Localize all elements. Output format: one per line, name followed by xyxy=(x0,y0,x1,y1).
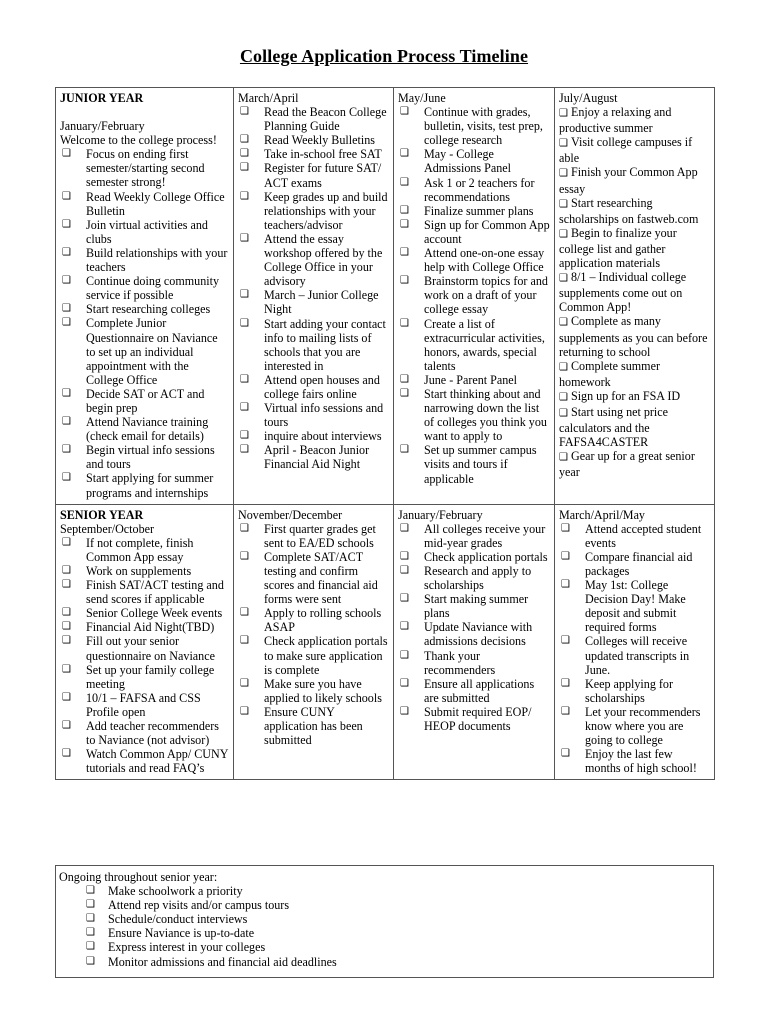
checklist-item xyxy=(559,105,710,135)
checklist-item xyxy=(398,176,550,204)
checklist-item xyxy=(559,550,710,578)
checklist-item-text: Brainstorm topics for and work on a draft of your college essay xyxy=(424,274,548,317)
checklist-item xyxy=(559,705,710,747)
senior-jan-feb-heading: January/February xyxy=(398,507,483,522)
checklist-item xyxy=(398,564,550,592)
checklist-item-text: inquire about interviews xyxy=(264,429,382,444)
checklist-item-text: Create a list of extracurricular activities, honors, awards, special talents xyxy=(424,316,545,373)
checkbox-icon: ❑ xyxy=(240,289,249,301)
checklist-item-text: Make sure you have applied to likely schools xyxy=(264,676,382,705)
checklist-item xyxy=(398,105,550,147)
checkbox-icon: ❑ xyxy=(400,373,409,385)
checklist-item-text: Complete SAT/ACT testing and confirm scores and financial aid forms were sent xyxy=(264,549,378,607)
checkbox-icon: ❑ xyxy=(86,955,95,967)
checklist-item-text: Set up your family college meeting xyxy=(86,662,215,691)
checkbox-icon: ❑ xyxy=(561,748,570,760)
checklist-item-text: Attend one-on-one essay help with College Office xyxy=(424,246,545,275)
checkbox-icon: ❑ xyxy=(62,565,71,576)
checkbox-icon: ❑ xyxy=(62,635,71,647)
checklist-item xyxy=(238,190,389,232)
checkbox-icon: ❑ xyxy=(240,148,249,160)
checklist-item-text: Continue doing community service if possible xyxy=(86,274,220,303)
checklist-item xyxy=(559,270,710,314)
checklist-item xyxy=(59,940,710,954)
checklist-item-text: Fill out your senior questionnaire on Naviance xyxy=(86,634,215,663)
checklist-item xyxy=(60,634,229,662)
checklist-item xyxy=(398,387,550,443)
checklist-item-text: Attend accepted student events xyxy=(585,521,702,550)
checklist-item xyxy=(398,649,550,677)
checkbox-icon: ❑ xyxy=(400,218,409,230)
checklist-item-text: Attend rep visits and/or campus tours xyxy=(108,898,290,913)
checkbox-icon: ❑ xyxy=(400,444,409,456)
checklist-item-text: Ensure Naviance is up-to-date xyxy=(108,926,255,941)
checkbox-icon: ❑ xyxy=(62,246,71,258)
checklist-item xyxy=(398,522,550,550)
checklist-item xyxy=(238,133,389,147)
checklist-item xyxy=(398,620,550,648)
checklist-item xyxy=(238,317,389,373)
checkbox-icon: ❑ xyxy=(400,705,409,717)
checkbox-icon: ❑ xyxy=(400,522,409,534)
checklist-item-text: If not complete, finish Common App essay xyxy=(86,535,194,564)
checklist-item-text: Finish SAT/ACT testing and send scores if applicable xyxy=(86,578,224,607)
checklist-item-text: Let your recommenders know where you are going to college xyxy=(585,704,701,748)
checklist-item xyxy=(60,536,229,564)
checkbox-icon: ❑ xyxy=(240,402,249,414)
checkbox-icon: ❑ xyxy=(400,106,409,118)
checkbox-icon: ❑ xyxy=(240,106,249,118)
checkbox-icon: ❑ xyxy=(561,635,570,647)
checklist-item xyxy=(398,373,550,387)
checklist-item xyxy=(60,190,229,218)
checkbox-icon: ❑ xyxy=(559,138,568,150)
checkbox-icon: ❑ xyxy=(240,705,249,717)
checklist-item-text: Start using net price calculators and the FAFSA4CASTER xyxy=(559,404,669,450)
senior-year-row xyxy=(56,504,715,780)
checkbox-icon: ❑ xyxy=(559,228,568,240)
checkbox-icon: ❑ xyxy=(86,899,95,911)
senior-mar-may-list xyxy=(559,522,710,776)
checklist-item xyxy=(559,747,710,775)
checkbox-icon: ❑ xyxy=(559,391,568,403)
checklist-item-text: Enjoy a relaxing and productive summer xyxy=(559,105,672,136)
checklist-item-text: Update Naviance with admissions decisions xyxy=(424,620,533,649)
checklist-item-text: Set up summer campus visits and tours if applicable xyxy=(424,443,537,486)
checkbox-icon: ❑ xyxy=(240,635,249,647)
checklist-item-text: Attend open houses and college fairs online xyxy=(264,372,380,401)
checklist-item xyxy=(398,592,550,620)
checkbox-icon: ❑ xyxy=(62,387,71,399)
checklist-item xyxy=(559,135,710,165)
checkbox-icon: ❑ xyxy=(561,550,570,562)
checklist-item xyxy=(238,105,389,133)
checklist-item xyxy=(238,161,389,189)
checkbox-icon: ❑ xyxy=(400,176,409,188)
checklist-item xyxy=(238,147,389,161)
checklist-item-text: Focus on ending first semester/starting second semester strong! xyxy=(86,147,205,190)
checklist-item xyxy=(60,218,229,246)
checklist-item xyxy=(559,449,710,479)
checkbox-icon: ❑ xyxy=(400,275,409,287)
ongoing-box xyxy=(55,865,714,978)
checklist-item-text: Senior College Week events xyxy=(86,606,223,621)
checklist-item xyxy=(60,274,229,302)
checklist-item xyxy=(398,274,550,316)
checklist-item xyxy=(60,691,229,719)
checkbox-icon: ❑ xyxy=(400,593,409,605)
checklist-item-text: Enjoy the last few months of high school! xyxy=(585,747,697,776)
checkbox-icon: ❑ xyxy=(62,621,71,633)
checklist-item xyxy=(559,359,710,389)
checklist-item xyxy=(60,663,229,691)
checklist-item-text: Read Weekly Bulletins xyxy=(264,133,375,148)
checkbox-icon: ❑ xyxy=(62,720,71,732)
checklist-item xyxy=(238,429,389,443)
checklist-item xyxy=(238,705,389,747)
checklist-item xyxy=(238,232,389,288)
checkbox-icon: ❑ xyxy=(62,663,71,675)
junior-jul-aug-cell xyxy=(555,88,715,505)
checklist-item xyxy=(59,898,710,912)
checklist-item-text: June - Parent Panel xyxy=(424,372,518,387)
checkbox-icon: ❑ xyxy=(240,444,249,456)
checkbox-icon: ❑ xyxy=(240,162,249,174)
checklist-item-text: All colleges receive your mid-year grades xyxy=(424,521,546,550)
checklist-item xyxy=(398,550,550,564)
checklist-item xyxy=(238,522,389,550)
checklist-item-text: Keep applying for scholarships xyxy=(585,676,673,705)
checkbox-icon: ❑ xyxy=(559,108,568,120)
checkbox-icon: ❑ xyxy=(559,168,568,180)
checkbox-icon: ❑ xyxy=(240,134,249,146)
checklist-item-text: Gear up for a great senior year xyxy=(559,449,695,480)
checkbox-icon: ❑ xyxy=(62,607,71,619)
checklist-item-text: Visit college campuses if able xyxy=(559,135,693,166)
senior-nov-dec-cell xyxy=(234,504,394,780)
page-title: College Application Process Timeline xyxy=(239,46,529,66)
checklist-item xyxy=(238,401,389,429)
checklist-item-text: Compare financial aid packages xyxy=(585,549,693,578)
checklist-item-text: Start researching scholarships on fastweb.com xyxy=(559,195,699,226)
checkbox-icon: ❑ xyxy=(400,317,409,329)
checklist-item xyxy=(60,387,229,415)
checklist-item-text: First quarter grades get sent to EA/ED schools xyxy=(264,521,376,550)
checklist-item-text: Attend the essay workshop offered by the College Office in your advisory xyxy=(264,231,383,289)
checkbox-icon: ❑ xyxy=(62,691,71,703)
junior-jul-aug-heading: July/August xyxy=(559,91,618,105)
checklist-item xyxy=(398,677,550,705)
senior-jan-feb-list xyxy=(398,522,550,733)
checklist-item-text: Start researching colleges xyxy=(86,302,211,317)
checkbox-icon: ❑ xyxy=(561,705,570,717)
checklist-item xyxy=(60,564,229,578)
checklist-item xyxy=(559,522,710,550)
checklist-item-text: Sign up for an FSA ID xyxy=(570,388,681,403)
checklist-item-text: Add teacher recommenders to Naviance (not advisor) xyxy=(86,719,219,748)
checklist-item xyxy=(559,677,710,705)
checklist-item-text: Watch Common App/ CUNY tutorials and read FAQ’s xyxy=(86,747,229,776)
junior-mar-apr-heading: March/April xyxy=(238,91,299,105)
checkbox-icon: ❑ xyxy=(62,275,71,287)
checklist-item xyxy=(559,196,710,226)
junior-year-row xyxy=(56,88,715,505)
checklist-item-text: Complete Junior Questionnaire on Naviance to set up an individual appointment with the College Office xyxy=(86,316,218,387)
checklist-item xyxy=(398,246,550,274)
checklist-item-text: Financial Aid Night(TBD) xyxy=(86,620,215,635)
checklist-item-text: Complete summer homework xyxy=(559,358,660,389)
checklist-item-text: Colleges will receive updated transcripts in June. xyxy=(585,634,690,677)
checklist-item xyxy=(398,218,550,246)
checklist-item-text: Register for future SAT/ ACT exams xyxy=(264,161,382,190)
checkbox-icon: ❑ xyxy=(400,550,409,562)
checklist-item xyxy=(60,147,229,189)
checklist-item xyxy=(60,471,229,499)
junior-jul-aug-list xyxy=(559,105,710,479)
checkbox-icon: ❑ xyxy=(240,317,249,329)
checklist-item-text: Ensure CUNY application has been submitted xyxy=(264,704,363,748)
checkbox-icon: ❑ xyxy=(86,941,95,953)
checklist-item-text: Finish your Common App essay xyxy=(559,165,698,196)
senior-nov-dec-list xyxy=(238,522,389,748)
checklist-item-text: Decide SAT or ACT and begin prep xyxy=(86,386,205,415)
checklist-item xyxy=(398,204,550,218)
checklist-item xyxy=(398,705,550,733)
checklist-item xyxy=(59,912,710,926)
checklist-item xyxy=(60,578,229,606)
checklist-item-text: Take in-school free SAT xyxy=(264,147,382,162)
checkbox-icon: ❑ xyxy=(62,148,71,160)
checkbox-icon: ❑ xyxy=(62,536,71,548)
checklist-item-text: May 1st: College Decision Day! Make deposit and submit required forms xyxy=(585,578,686,635)
checklist-item-text: Research and apply to scholarships xyxy=(424,564,532,593)
checklist-item-text: Ensure all applications are submitted xyxy=(424,676,535,705)
checklist-item-text: Begin to finalize your college list and gather application materials xyxy=(559,225,677,271)
checklist-item xyxy=(238,288,389,316)
checkbox-icon: ❑ xyxy=(400,677,409,689)
checklist-item xyxy=(60,443,229,471)
checklist-item-text: 8/1 – Individual college supplements come out on Common App! xyxy=(559,270,687,315)
checklist-item xyxy=(238,634,389,676)
checklist-item xyxy=(238,606,389,634)
senior-year-heading: SENIOR YEAR xyxy=(60,507,144,522)
checkbox-icon: ❑ xyxy=(62,748,71,760)
checkbox-icon: ❑ xyxy=(561,522,570,534)
checklist-item xyxy=(559,405,710,449)
senior-mar-may-heading: March/April/May xyxy=(559,507,645,522)
checklist-item-text: Monitor admissions and financial aid deadlines xyxy=(108,954,337,969)
junior-mar-apr-cell xyxy=(234,88,394,505)
checkbox-icon: ❑ xyxy=(559,407,568,419)
checkbox-icon: ❑ xyxy=(62,444,71,456)
checklist-item xyxy=(59,884,710,898)
checkbox-icon: ❑ xyxy=(400,148,409,160)
checklist-item-text: Start applying for summer programs and internships xyxy=(86,471,214,500)
senior-sep-oct-list xyxy=(60,536,229,776)
checklist-item-text: Thank your recommenders xyxy=(424,648,496,677)
checkbox-icon: ❑ xyxy=(62,472,71,484)
checklist-item-text: Express interest in your colleges xyxy=(108,940,266,955)
checklist-item-text: Join virtual activities and clubs xyxy=(86,217,208,246)
checkbox-icon: ❑ xyxy=(400,387,409,399)
checklist-item xyxy=(60,747,229,775)
checklist-item xyxy=(60,302,229,316)
checkbox-icon: ❑ xyxy=(240,373,249,385)
checklist-item-text: Virtual info sessions and tours xyxy=(264,401,384,430)
checkbox-icon: ❑ xyxy=(240,550,249,562)
junior-jan-feb-cell xyxy=(56,88,234,505)
checkbox-icon: ❑ xyxy=(559,198,568,210)
checklist-item xyxy=(559,314,710,358)
checklist-item xyxy=(559,226,710,270)
checklist-item-text: Start adding your contact info to mailing lists of schools that you are interested in xyxy=(264,316,386,373)
checklist-item xyxy=(59,955,710,969)
checklist-item xyxy=(59,926,710,940)
junior-may-jun-list xyxy=(398,105,550,486)
checklist-item xyxy=(60,620,229,634)
checkbox-icon: ❑ xyxy=(240,190,249,202)
checkbox-icon: ❑ xyxy=(62,218,71,230)
junior-intro-text: Welcome to the college process! xyxy=(60,133,217,148)
checklist-item xyxy=(60,246,229,274)
checklist-item xyxy=(398,443,550,485)
checklist-item-text: Keep grades up and build relationships with your teachers/advisor xyxy=(264,189,388,232)
checklist-item-text: Build relationships with your teachers xyxy=(86,245,228,275)
checklist-item-text: Attend Naviance training (check email for details) xyxy=(86,415,209,444)
senior-mar-may-cell xyxy=(555,504,715,780)
checkbox-icon: ❑ xyxy=(240,522,249,534)
checkbox-icon: ❑ xyxy=(86,913,95,925)
junior-may-jun-heading: May/June xyxy=(398,91,446,105)
checklist-item xyxy=(60,415,229,443)
checkbox-icon: ❑ xyxy=(86,927,95,939)
junior-jan-feb-list xyxy=(60,147,229,499)
junior-may-jun-cell xyxy=(394,88,555,505)
senior-sep-oct-heading: September/October xyxy=(60,521,155,536)
checkbox-icon: ❑ xyxy=(86,885,95,897)
checklist-item-text: Read the Beacon College Planning Guide xyxy=(264,105,387,134)
checkbox-icon: ❑ xyxy=(62,416,71,428)
checklist-item xyxy=(559,634,710,676)
senior-jan-feb-cell xyxy=(394,504,555,780)
checklist-item-text: Continue with grades, bulletin, visits, test prep, college research xyxy=(424,105,543,148)
timeline-table xyxy=(55,87,715,780)
checkbox-icon: ❑ xyxy=(62,190,71,202)
checklist-item-text: 10/1 – FAFSA and CSS Profile open xyxy=(86,690,201,719)
ongoing-heading: Ongoing throughout senior year: xyxy=(59,870,218,884)
checkbox-icon: ❑ xyxy=(400,204,409,216)
ongoing-list xyxy=(59,884,710,969)
checklist-item xyxy=(559,578,710,634)
checklist-item-text: Apply to rolling schools ASAP xyxy=(264,606,382,635)
checklist-item-text: Schedule/conduct interviews xyxy=(108,912,248,927)
checkbox-icon: ❑ xyxy=(400,247,409,259)
checklist-item-text: Check application portals to make sure application is complete xyxy=(264,634,388,677)
checklist-item-text: March – Junior College Night xyxy=(264,288,379,317)
checkbox-icon: ❑ xyxy=(62,303,71,315)
checklist-item xyxy=(238,677,389,705)
checklist-item xyxy=(238,443,389,471)
junior-mar-apr-list xyxy=(238,105,389,471)
checklist-item-text: Finalize summer plans xyxy=(424,203,534,218)
checkbox-icon: ❑ xyxy=(240,430,249,442)
junior-year-heading: JUNIOR YEAR xyxy=(60,91,144,105)
checklist-item xyxy=(60,719,229,747)
checkbox-icon: ❑ xyxy=(559,273,568,285)
checklist-item-text: Check application portals xyxy=(424,549,548,564)
junior-jan-feb-heading: January/February xyxy=(60,119,145,134)
checklist-item xyxy=(398,147,550,175)
checklist-item-text: Ask 1 or 2 teachers for recommendations xyxy=(424,175,535,204)
senior-nov-dec-heading: November/December xyxy=(238,507,343,522)
checklist-item-text: Work on supplements xyxy=(86,564,192,578)
checkbox-icon: ❑ xyxy=(559,317,568,329)
checklist-item-text: Begin virtual info sessions and tours xyxy=(86,443,215,472)
checklist-item xyxy=(238,373,389,401)
checkbox-icon: ❑ xyxy=(400,565,409,576)
checkbox-icon: ❑ xyxy=(400,621,409,633)
checklist-item-text: May - College Admissions Panel xyxy=(424,147,512,176)
checkbox-icon: ❑ xyxy=(62,317,71,329)
checklist-item xyxy=(559,165,710,195)
checkbox-icon: ❑ xyxy=(561,677,570,689)
checkbox-icon: ❑ xyxy=(400,649,409,661)
checklist-item-text: Start thinking about and narrowing down the list of colleges you think you want to apply to xyxy=(424,386,547,444)
senior-sep-oct-cell xyxy=(56,504,234,780)
checklist-item xyxy=(238,550,389,606)
checkbox-icon: ❑ xyxy=(240,232,249,244)
checklist-item-text: Complete as many supplements as you can before returning to school xyxy=(559,314,708,359)
checkbox-icon: ❑ xyxy=(240,607,249,619)
checklist-item-text: Submit required EOP/ HEOP documents xyxy=(424,704,532,734)
checkbox-icon: ❑ xyxy=(559,452,568,464)
checklist-item xyxy=(60,606,229,620)
checklist-item xyxy=(559,389,710,405)
checkbox-icon: ❑ xyxy=(240,677,249,689)
checklist-item xyxy=(398,317,550,373)
checklist-item-text: Sign up for Common App account xyxy=(424,217,550,246)
checkbox-icon: ❑ xyxy=(559,361,568,373)
checklist-item-text: Start making summer plans xyxy=(424,592,529,621)
checklist-item-text: Make schoolwork a priority xyxy=(108,884,243,899)
checkbox-icon: ❑ xyxy=(561,579,570,591)
checkbox-icon: ❑ xyxy=(62,579,71,591)
checklist-item-text: April - Beacon Junior Financial Aid Night xyxy=(264,443,370,472)
checklist-item-text: Read Weekly College Office Bulletin xyxy=(86,189,225,218)
checklist-item xyxy=(60,316,229,386)
